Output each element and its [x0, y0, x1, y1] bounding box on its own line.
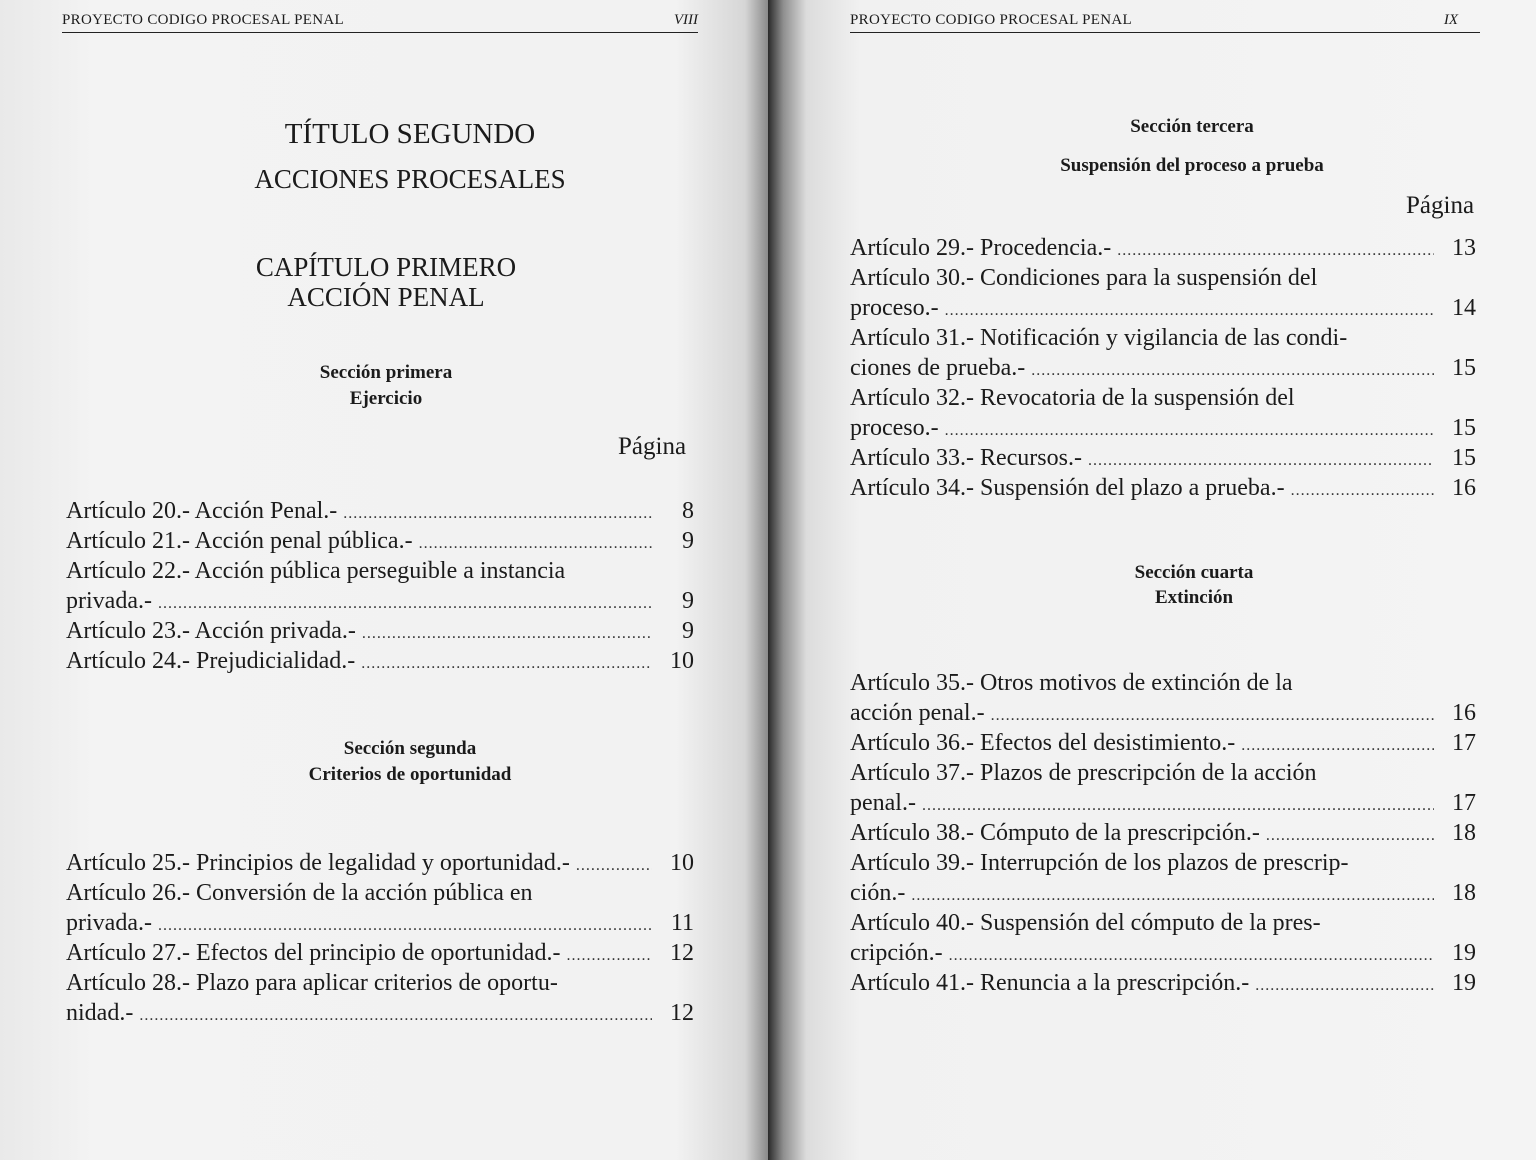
toc-entry	[850, 968, 1476, 998]
dot-leader	[911, 881, 1434, 911]
capitulo-heading: CAPÍTULO PRIMERO	[255, 252, 517, 282]
toc-entry-title: Artículo 26.- Conversión de la acción pública en	[66, 880, 533, 906]
toc-page-number: 11	[670, 910, 694, 936]
toc-entry	[850, 908, 1476, 968]
right-page	[768, 0, 1536, 1160]
dot-leader	[419, 529, 652, 559]
toc-entry-title-continuation: nidad.-	[66, 1000, 134, 1026]
toc-page-number: 17	[1452, 790, 1476, 816]
toc-entry-title-continuation: proceso.-	[850, 415, 939, 441]
dot-leader	[949, 941, 1434, 971]
toc-entry-title: Artículo 24.- Prejudicialidad.-	[66, 648, 356, 674]
toc-entry-title: Artículo 28.- Plazo para aplicar criterios de oportu-	[66, 970, 558, 996]
toc-entry-title: Artículo 32.- Revocatoria de la suspensión del	[850, 385, 1295, 411]
toc-entry	[850, 233, 1476, 263]
toc-entry	[66, 878, 694, 938]
toc-page-number: 10	[670, 648, 694, 674]
toc-page-number: 18	[1452, 880, 1476, 906]
section-title: Sección tercera	[1130, 116, 1254, 137]
toc-entry	[850, 728, 1476, 758]
dot-leader	[1266, 821, 1434, 851]
toc-entry-title: Artículo 29.- Procedencia.-	[850, 235, 1112, 261]
toc-entry	[66, 848, 694, 878]
toc-entry-title: Artículo 21.- Acción penal pública.-	[66, 528, 413, 554]
toc-entry	[850, 443, 1476, 473]
titulo-subheading: ACCIONES PROCESALES	[254, 164, 566, 194]
section-subtitle: Ejercicio	[349, 388, 423, 409]
toc-entry-title: Artículo 38.- Cómputo de la prescripción.-	[850, 820, 1260, 846]
toc-entry	[66, 938, 694, 968]
toc-list	[66, 496, 694, 676]
toc-entry	[66, 556, 694, 616]
toc-entry-title: Artículo 23.- Acción privada.-	[66, 618, 356, 644]
toc-page-number: 8	[682, 498, 694, 524]
dot-leader	[991, 701, 1434, 731]
toc-entry-title-continuation: penal.-	[850, 790, 916, 816]
toc-entry-title-continuation: privada.-	[66, 588, 152, 614]
toc-entry	[66, 496, 694, 526]
section-subtitle: Suspensión del proceso a prueba	[1060, 155, 1324, 176]
dot-leader	[158, 911, 652, 941]
toc-entry-title: Artículo 40.- Suspensión del cómputo de la pres-	[850, 910, 1321, 936]
dot-leader	[1241, 731, 1434, 761]
toc-entry-title: Artículo 34.- Suspensión del plazo a prueba.-	[850, 475, 1285, 501]
dot-leader	[1117, 236, 1434, 266]
toc-entry-title: Artículo 35.- Otros motivos de extinción de la	[850, 670, 1293, 696]
toc-list	[66, 848, 694, 1028]
toc-entry	[850, 818, 1476, 848]
toc-entry-title: Artículo 27.- Efectos del principio de oportunidad.-	[66, 940, 561, 966]
toc-entry	[66, 968, 694, 1028]
page-number: IX	[1443, 12, 1458, 28]
dot-leader	[945, 296, 1434, 326]
toc-list	[850, 668, 1476, 998]
toc-entry-title: Artículo 36.- Efectos del desistimiento.-	[850, 730, 1236, 756]
running-header-title: PROYECTO CODIGO PROCESAL PENAL	[62, 12, 344, 28]
toc-entry	[850, 263, 1476, 323]
toc-page-number: 9	[682, 588, 694, 614]
toc-page-number: 15	[1452, 355, 1476, 381]
dot-leader	[945, 416, 1434, 446]
dot-leader	[567, 941, 652, 971]
toc-page-number: 19	[1452, 940, 1476, 966]
running-header	[62, 8, 698, 33]
toc-entry-title: Artículo 37.- Plazos de prescripción de la acción	[850, 760, 1317, 786]
titulo-heading: TÍTULO SEGUNDO	[284, 118, 536, 150]
section-subtitle: Extinción	[1154, 587, 1234, 608]
toc-page-number: 10	[670, 850, 694, 876]
dot-leader	[139, 1001, 652, 1031]
dot-leader	[1031, 356, 1434, 386]
toc-page-number: 9	[682, 618, 694, 644]
section-title: Sección segunda	[343, 738, 477, 759]
dot-leader	[922, 791, 1434, 821]
toc-page-number: 15	[1452, 415, 1476, 441]
pagina-label: Página	[618, 433, 687, 460]
pagina-label: Página	[1406, 192, 1475, 219]
capitulo-subheading: ACCIÓN PENAL	[287, 282, 485, 312]
toc-entry	[66, 616, 694, 646]
toc-entry	[850, 473, 1476, 503]
dot-leader	[1255, 971, 1434, 1001]
dot-leader	[1291, 476, 1434, 506]
toc-entry-title-continuation: acción penal.-	[850, 700, 985, 726]
dot-leader	[158, 589, 652, 619]
toc-entry-title-continuation: ción.-	[850, 880, 906, 906]
toc-entry-title-continuation: proceso.-	[850, 295, 939, 321]
dot-leader	[343, 499, 652, 529]
toc-entry	[850, 668, 1476, 728]
toc-list	[850, 233, 1476, 503]
toc-page-number: 14	[1452, 295, 1476, 321]
toc-entry	[850, 323, 1476, 383]
toc-entry-title: Artículo 20.- Acción Penal.-	[66, 498, 338, 524]
toc-entry-title: Artículo 31.- Notificación y vigilancia de las condi-	[850, 325, 1348, 351]
toc-entry	[850, 758, 1476, 818]
running-header-title: PROYECTO CODIGO PROCESAL PENAL	[850, 12, 1132, 28]
toc-page-number: 19	[1452, 970, 1476, 996]
toc-page-number: 18	[1452, 820, 1476, 846]
toc-entry-title: Artículo 33.- Recursos.-	[850, 445, 1082, 471]
toc-page-number: 13	[1452, 235, 1476, 261]
toc-entry-title: Artículo 30.- Condiciones para la suspensión del	[850, 265, 1318, 291]
dot-leader	[361, 649, 652, 679]
dot-leader	[1088, 446, 1434, 476]
section-title: Sección primera	[319, 362, 453, 383]
toc-entry-title-continuation: cripción.-	[850, 940, 943, 966]
toc-page-number: 12	[670, 940, 694, 966]
toc-page-number: 12	[670, 1000, 694, 1026]
toc-page-number: 9	[682, 528, 694, 554]
toc-page-number: 17	[1452, 730, 1476, 756]
section-subtitle: Criterios de oportunidad	[308, 764, 512, 785]
toc-page-number: 16	[1452, 475, 1476, 501]
section-title: Sección cuarta	[1134, 562, 1254, 583]
dot-leader	[362, 619, 652, 649]
toc-entry-title: Artículo 25.- Principios de legalidad y oportunidad.-	[66, 850, 570, 876]
toc-page-number: 15	[1452, 445, 1476, 471]
toc-entry	[66, 646, 694, 676]
toc-entry	[66, 526, 694, 556]
running-header	[850, 8, 1480, 33]
toc-entry-title: Artículo 41.- Renuncia a la prescripción.-	[850, 970, 1250, 996]
toc-entry-title-continuation: privada.-	[66, 910, 152, 936]
toc-entry	[850, 848, 1476, 908]
page-number: VIII	[673, 12, 698, 28]
toc-entry-title: Artículo 39.- Interrupción de los plazos de prescrip-	[850, 850, 1349, 876]
dot-leader	[576, 851, 652, 881]
toc-entry-title-continuation: ciones de prueba.-	[850, 355, 1026, 381]
toc-entry-title: Artículo 22.- Acción pública perseguible a instancia	[66, 558, 566, 584]
toc-page-number: 16	[1452, 700, 1476, 726]
toc-entry	[850, 383, 1476, 443]
